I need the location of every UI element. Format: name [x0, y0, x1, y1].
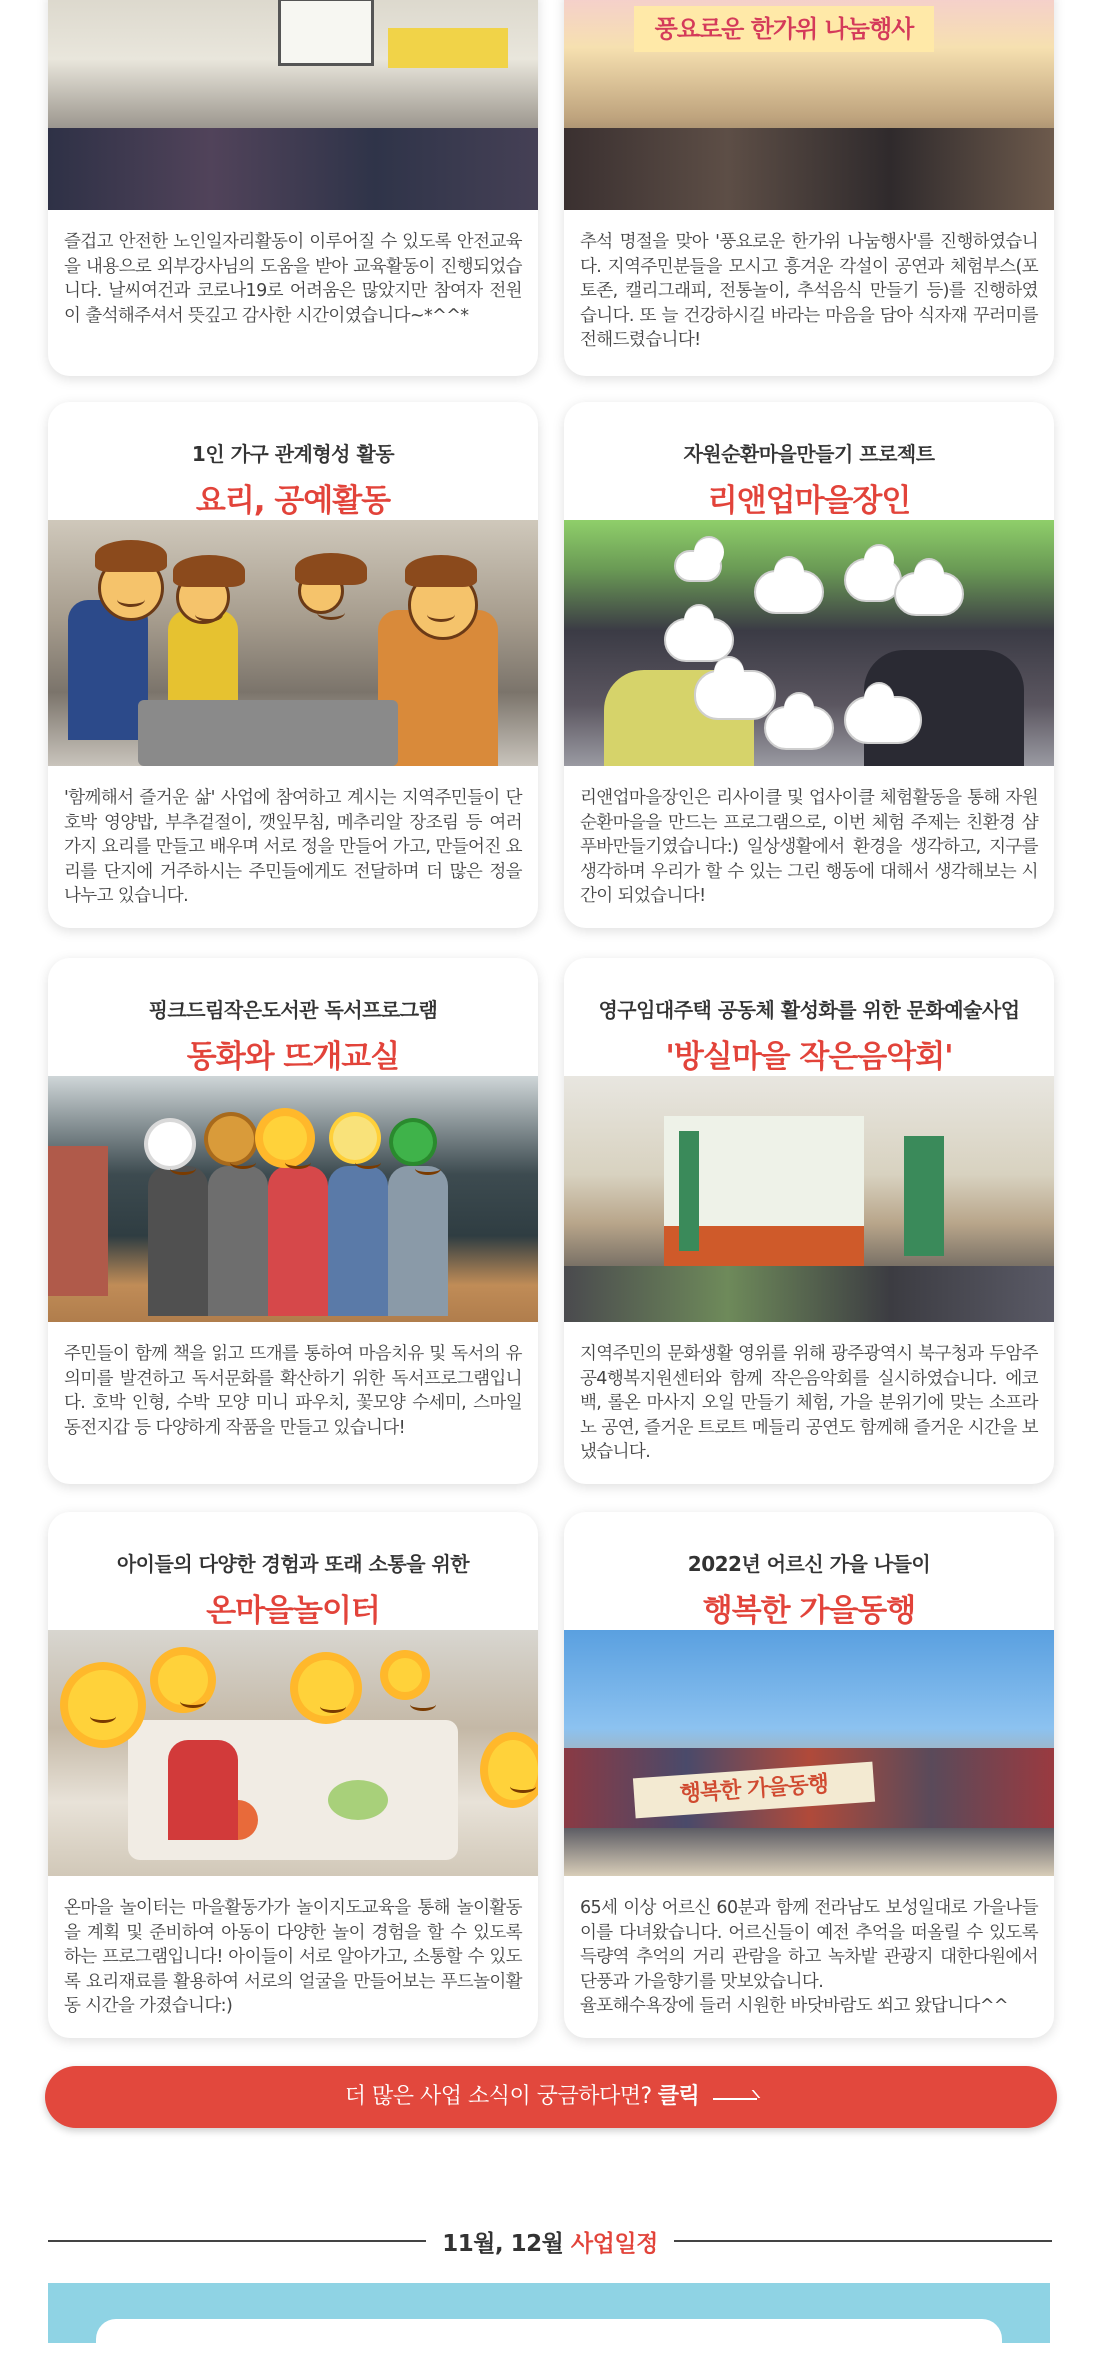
photo-playground — [48, 1630, 538, 1876]
schedule-title-label: 사업일정 — [570, 2231, 658, 2257]
card-title: '방실마을 작은음악회' — [665, 1039, 953, 1075]
photo-outing — [564, 1630, 1054, 1876]
card-body: 리앤업마을장인은 리사이클 및 업사이클 체험활동을 통해 자원순환마을을 만드는 프로그램으로, 이번 체험 주제는 친환경 샴푸바만들기였습니다:) 일상생활에서 환경을 생각하고, 지구를 생각하며 우리가 할 수 있는 그린 행동에 대해서 생각해보는 시간이 되었습니다! — [580, 788, 1038, 906]
card-body: 추석 명절을 맞아 '풍요로운 한가위 나눔행사'를 진행하였습니다. 지역주민분들을 모시고 흥겨운 각설이 공연과 체험부스(포토존, 캘리그래피, 전통놀이, 추석음식 만들기 등)를 진행하였습니다. 또 늘 건강하시길 바라는 마음을 담아 식자재 꾸러미를 전해드렸습니다! — [580, 232, 1038, 350]
card-title: 요리, 공예활동 — [195, 483, 391, 519]
card-subtitle: 영구임대주택 공동체 활성화를 위한 문화예술사업 — [598, 998, 1020, 1022]
more-news-button[interactable] — [45, 2066, 1057, 2128]
card-subtitle: 아이들의 다양한 경험과 또래 소통을 위한 — [116, 1552, 470, 1576]
photo-recycling — [564, 520, 1054, 766]
schedule-inner — [96, 2319, 1002, 2359]
schedule-title-months: 11월, 12월 — [442, 2231, 564, 2257]
schedule-title — [430, 2225, 670, 2258]
card-subtitle: 2022년 어르신 가을 나들이 — [687, 1552, 931, 1576]
schedule-panel — [48, 2283, 1050, 2343]
arrow-right-icon — [713, 2090, 757, 2104]
card-subtitle: 1인 가구 관계형성 활동 — [191, 442, 395, 466]
card-knitting-class — [48, 958, 538, 1484]
group-banner: 행복한 가을동행 — [633, 1762, 875, 1819]
card-re-and-up — [564, 402, 1054, 928]
card-title: 리앤업마을장인 — [707, 483, 911, 519]
card-small-concert — [564, 958, 1054, 1484]
divider-left — [48, 2240, 426, 2242]
card-autumn-outing — [564, 1512, 1054, 2038]
photo-library — [48, 1076, 538, 1322]
photo-safety-education — [48, 0, 538, 210]
cta-bold: 클릭 — [657, 2084, 700, 2109]
card-title: 온마을놀이터 — [206, 1593, 380, 1629]
event-banner: 풍요로운 한가위 나눔행사 — [634, 6, 934, 52]
card-chuseok-event — [564, 0, 1054, 376]
card-title: 동화와 뜨개교실 — [186, 1039, 400, 1075]
card-subtitle: 핑크드림작은도서관 독서프로그램 — [148, 998, 438, 1022]
photo-cooking — [48, 520, 538, 766]
card-body: 주민들이 함께 책을 읽고 뜨개를 통하여 마음치유 및 독서의 유의미를 발견하고 독서문화를 확산하기 위한 독서프로그램입니다. 호박 인형, 수박 모양 미니 파우치, 꽃모양 수세미, 스마일 동전지갑 등 다양하게 작품을 만들고 있습니다! — [64, 1344, 522, 1438]
card-body: 지역주민의 문화생활 영위를 위해 광주광역시 북구청과 두암주공4행복지원센터와 함께 작은음악회를 실시하였습니다. 에코백, 롤온 마사지 오일 만들기 체험, 가을 분위기에 맞는 소프라노 공연, 즐거운 트로트 메들리 공연도 함께해 즐거운 시간을 보냈습니다. — [580, 1344, 1038, 1462]
card-safety-education — [48, 0, 538, 376]
card-title: 행복한 가을동행 — [702, 1593, 916, 1629]
divider-right — [674, 2240, 1052, 2242]
card-cooking-craft — [48, 402, 538, 928]
card-body: 온마을 놀이터는 마을활동가가 놀이지도교육을 통해 놀이활동을 계획 및 준비하여 아동이 다양한 놀이 경험을 할 수 있도록 하는 프로그램입니다! 아이들이 서로 알아가고, 소통할 수 있도록 요리재료를 활용하여 서로의 얼굴을 만들어보는 푸드놀이활동 시간을 가졌습니다:) — [64, 1898, 522, 2016]
card-body: '함께해서 즐거운 삶' 사업에 참여하고 계시는 지역주민들이 단호박 영양밥, 부추겉절이, 깻잎무침, 메추리알 장조림 등 여러 가지 요리를 만들고 배우며 서로 정을 만들어 가고, 만들어진 요리를 단지에 거주하시는 주민들에게도 전달하며 더 많은 정을 나누고 있습니다. — [64, 788, 522, 906]
card-body: 즐겁고 안전한 노인일자리활동이 이루어질 수 있도록 안전교육을 내용으로 외부강사님의 도움을 받아 교육활동이 진행되었습니다. 날씨여건과 코로나19로 어려움은 많았지만 참여자 전원이 출석해주셔서 뜻깊고 감사한 시간이였습니다~*^^* — [64, 232, 522, 326]
card-village-playground — [48, 1512, 538, 2038]
photo-chuseok-event — [564, 0, 1054, 210]
photo-concert — [564, 1076, 1054, 1322]
cta-text: 더 많은 사업 소식이 궁금하다면? — [344, 2084, 652, 2109]
card-subtitle: 자원순환마을만들기 프로젝트 — [683, 442, 935, 466]
card-body: 65세 이상 어르신 60분과 함께 전라남도 보성일대로 가을나들이를 다녀왔습니다. 어르신들이 예전 추억을 떠올릴 수 있도록 득량역 추억의 거리 관람을 하고 녹차밭 관광지 대한다원에서 단풍과 가을향기를 맛보았습니다. 율포해수욕장에 들러 시원한 바닷바람도 쐬고 왔답니다^^ — [580, 1898, 1038, 2016]
